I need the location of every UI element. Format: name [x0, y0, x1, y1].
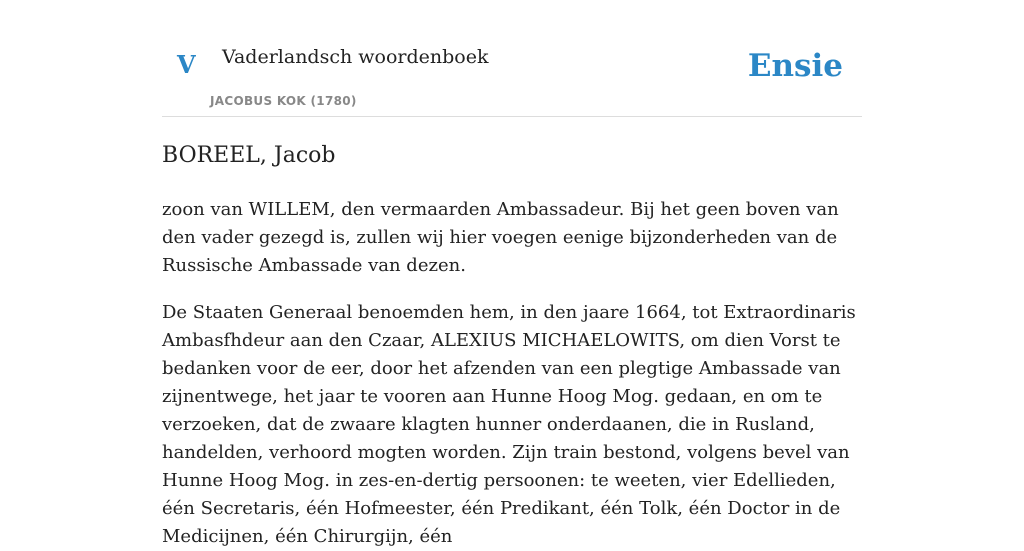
page [162, 0, 862, 548]
dictionary-author: JACOBUS KOK (1780) [210, 94, 357, 108]
dictionary-header [162, 0, 862, 117]
entry-body [162, 196, 862, 551]
dictionary-title-link[interactable]: Vaderlandsch woordenboek [222, 46, 489, 68]
ensie-brand-logo[interactable]: Ensie [747, 48, 843, 84]
entry-headword: BOREEL, Jacob [162, 143, 336, 168]
entry-paragraph: zoon van WILLEM, den vermaarden Ambassadeur. Bij het geen boven van den vader gezegd is, zullen wij hier voegen eenige bijzonderheden van de Russische Ambassade van dezen. [162, 199, 839, 277]
entry-paragraph: De Staaten Generaal benoemden hem, in den jaare 1664, tot Extraordinaris Ambasfhdeur aan den Czaar, ALEXIUS MICHAELOWITS, om dien Vorst te bedanken voor de eer, door het afzenden van een plegtige Ambassade van zijnentwege, het jaar te vooren aan Hunne Hoog Mog. gedaan, en om te verzoeken, dat de zwaare klagten hunner onderdaanen, die in Rusland, handelden, verhoord mogten worden. Zijn train bestond, volgens bevel van Hunne Hoog Mog. in zes-en-dertig persoonen: te weeten, vier Edellieden, één Secretaris, één Hofmeester, één Predikant, één Tolk, één Doctor in de Medicijnen, één Chirurgijn, één [162, 302, 856, 548]
dictionary-logo[interactable]: V [177, 50, 196, 79]
